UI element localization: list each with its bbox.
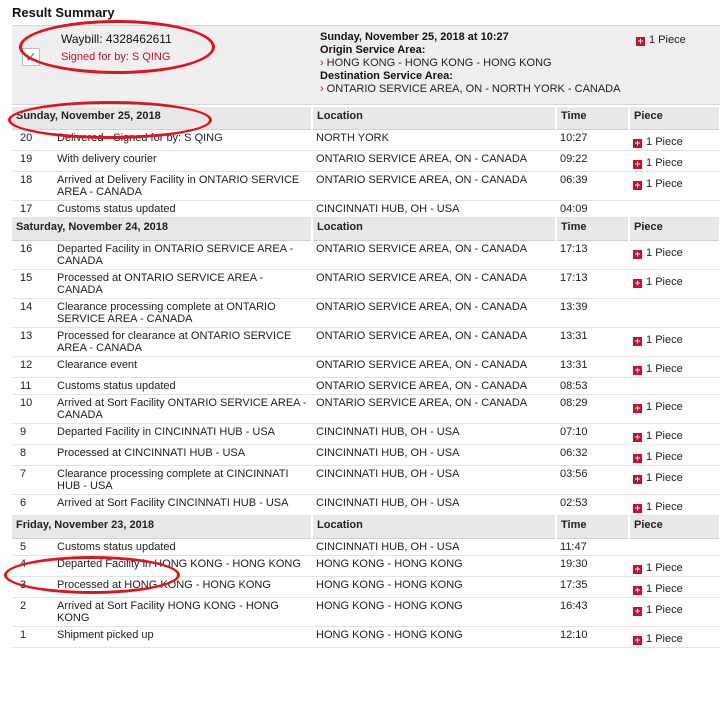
table-row	[12, 627, 720, 648]
event-description: Shipment picked up	[53, 627, 312, 648]
event-description: Clearance processing complete at CINCINNATI HUB - USA	[53, 466, 312, 495]
table-row	[12, 201, 720, 218]
event-time: 13:39	[556, 299, 629, 328]
event-piece	[629, 445, 720, 466]
column-piece: Piece	[629, 218, 720, 241]
shipment-summary	[12, 25, 720, 105]
table-row	[12, 445, 720, 466]
column-piece: Piece	[629, 516, 720, 539]
column-location: Location	[312, 516, 556, 539]
event-location: HONG KONG - HONG KONG	[312, 556, 556, 577]
event-piece	[629, 241, 720, 270]
event-number: 16	[12, 241, 53, 270]
table-row	[12, 130, 720, 151]
day-date: Sunday, November 25, 2018	[12, 107, 312, 130]
day-header-row	[12, 107, 720, 130]
event-piece	[629, 299, 720, 328]
event-location: ONTARIO SERVICE AREA, ON - CANADA	[312, 328, 556, 357]
piece-link[interactable]	[633, 633, 683, 645]
event-description: Arrived at Sort Facility HONG KONG - HONG KONG	[53, 598, 312, 627]
column-location: Location	[312, 107, 556, 130]
piece-label: 1 Piece	[646, 247, 683, 259]
event-number: 5	[12, 539, 53, 556]
event-piece	[629, 201, 720, 218]
event-time: 08:53	[556, 378, 629, 395]
event-number: 3	[12, 577, 53, 598]
piece-link[interactable]	[633, 247, 683, 259]
plus-square-icon: +	[637, 36, 644, 46]
plus-square-icon: +	[634, 336, 641, 346]
event-location: ONTARIO SERVICE AREA, ON - CANADA	[312, 241, 556, 270]
event-location: CINCINNATI HUB, OH - USA	[312, 539, 556, 556]
table-row	[12, 270, 720, 299]
checkbox-icon[interactable]: ✓	[22, 48, 40, 66]
piece-link[interactable]	[633, 334, 683, 346]
tracking-table	[12, 107, 720, 648]
piece-label: 1 Piece	[646, 276, 683, 288]
day-date: Friday, November 23, 2018	[12, 516, 312, 539]
event-piece	[629, 395, 720, 424]
event-number: 2	[12, 598, 53, 627]
table-row	[12, 328, 720, 357]
event-location: HONG KONG - HONG KONG	[312, 627, 556, 648]
summary-piece[interactable]	[636, 34, 686, 46]
event-piece	[629, 556, 720, 577]
event-piece	[629, 466, 720, 495]
day-header-row	[12, 516, 720, 539]
event-time: 11:47	[556, 539, 629, 556]
event-description: Customs status updated	[53, 539, 312, 556]
summary-details	[320, 31, 620, 96]
event-description: Processed for clearance at ONTARIO SERVICE AREA - CANADA	[53, 328, 312, 357]
event-location: ONTARIO SERVICE AREA, ON - CANADA	[312, 357, 556, 378]
plus-square-icon: +	[634, 138, 641, 148]
piece-label: 1 Piece	[646, 451, 683, 463]
event-location: HONG KONG - HONG KONG	[312, 577, 556, 598]
event-number: 7	[12, 466, 53, 495]
event-time: 06:32	[556, 445, 629, 466]
plus-square-icon: +	[634, 585, 641, 595]
table-row	[12, 241, 720, 270]
event-number: 17	[12, 201, 53, 218]
column-time: Time	[556, 516, 629, 539]
table-row	[12, 172, 720, 201]
piece-label: 1 Piece	[646, 633, 683, 645]
event-number: 19	[12, 151, 53, 172]
piece-label: 1 Piece	[646, 178, 683, 190]
event-time: 12:10	[556, 627, 629, 648]
plus-square-icon: +	[634, 635, 641, 645]
event-location: ONTARIO SERVICE AREA, ON - CANADA	[312, 151, 556, 172]
piece-link[interactable]	[633, 363, 683, 375]
destination-text: ONTARIO SERVICE AREA, ON - NORTH YORK - CANADA	[326, 83, 621, 95]
event-time: 17:13	[556, 241, 629, 270]
piece-link[interactable]	[633, 562, 683, 574]
arrow-icon: ›	[320, 57, 324, 69]
event-time: 19:30	[556, 556, 629, 577]
event-number: 20	[12, 130, 53, 151]
column-time: Time	[556, 218, 629, 241]
event-description: With delivery courier	[53, 151, 312, 172]
event-piece	[629, 172, 720, 201]
event-description: Delivered - Signed for by: S QING	[53, 130, 312, 151]
event-time: 17:13	[556, 270, 629, 299]
table-row	[12, 378, 720, 395]
event-description: Arrived at Sort Facility ONTARIO SERVICE AREA - CANADA	[53, 395, 312, 424]
piece-link[interactable]	[633, 430, 683, 442]
origin-value	[320, 57, 620, 70]
day-header-row	[12, 218, 720, 241]
column-time: Time	[556, 107, 629, 130]
delivery-datetime: Sunday, November 25, 2018 at 10:27	[320, 31, 509, 43]
event-number: 4	[12, 556, 53, 577]
plus-square-icon: +	[634, 365, 641, 375]
table-row	[12, 539, 720, 556]
event-piece	[629, 539, 720, 556]
event-location: ONTARIO SERVICE AREA, ON - CANADA	[312, 299, 556, 328]
event-description: Departed Facility in HONG KONG - HONG KONG	[53, 556, 312, 577]
piece-label: 1 Piece	[646, 157, 683, 169]
piece-label: 1 Piece	[646, 430, 683, 442]
event-location: CINCINNATI HUB, OH - USA	[312, 495, 556, 516]
event-description: Customs status updated	[53, 201, 312, 218]
column-piece: Piece	[629, 107, 720, 130]
event-location: HONG KONG - HONG KONG	[312, 598, 556, 627]
event-location: NORTH YORK	[312, 130, 556, 151]
event-description: Departed Facility in ONTARIO SERVICE AREA - CANADA	[53, 241, 312, 270]
event-location: CINCINNATI HUB, OH - USA	[312, 424, 556, 445]
event-location: ONTARIO SERVICE AREA, ON - CANADA	[312, 395, 556, 424]
event-number: 10	[12, 395, 53, 424]
event-number: 14	[12, 299, 53, 328]
plus-square-icon: +	[634, 564, 641, 574]
piece-link[interactable]	[633, 472, 683, 484]
piece-link[interactable]	[633, 276, 683, 288]
table-row	[12, 598, 720, 627]
column-location: Location	[312, 218, 556, 241]
piece-link[interactable]	[633, 583, 683, 595]
piece-link[interactable]	[633, 604, 683, 616]
waybill-number: Waybill: 4328462611	[61, 32, 172, 46]
plus-square-icon: +	[634, 180, 641, 190]
event-piece	[629, 627, 720, 648]
event-piece	[629, 151, 720, 172]
plus-square-icon: +	[634, 403, 641, 413]
event-description: Customs status updated	[53, 378, 312, 395]
event-number: 18	[12, 172, 53, 201]
event-number: 11	[12, 378, 53, 395]
event-location: ONTARIO SERVICE AREA, ON - CANADA	[312, 378, 556, 395]
event-location: CINCINNATI HUB, OH - USA	[312, 201, 556, 218]
event-piece	[629, 598, 720, 627]
piece-link[interactable]	[633, 157, 683, 169]
table-row	[12, 556, 720, 577]
event-time: 04:09	[556, 201, 629, 218]
piece-label: 1 Piece	[646, 501, 683, 513]
event-time: 10:27	[556, 130, 629, 151]
event-piece	[629, 130, 720, 151]
event-number: 13	[12, 328, 53, 357]
event-time: 17:35	[556, 577, 629, 598]
event-description: Arrived at Sort Facility CINCINNATI HUB - USA	[53, 495, 312, 516]
table-row	[12, 424, 720, 445]
table-row	[12, 357, 720, 378]
event-number: 6	[12, 495, 53, 516]
plus-square-icon: +	[634, 453, 641, 463]
event-piece	[629, 495, 720, 516]
event-number: 15	[12, 270, 53, 299]
event-location: ONTARIO SERVICE AREA, ON - CANADA	[312, 172, 556, 201]
piece-link[interactable]	[633, 136, 683, 148]
piece-label: 1 Piece	[646, 604, 683, 616]
event-piece	[629, 357, 720, 378]
piece-link[interactable]	[633, 178, 683, 190]
table-row	[12, 577, 720, 598]
event-description: Processed at ONTARIO SERVICE AREA - CANADA	[53, 270, 312, 299]
event-description: Clearance processing complete at ONTARIO SERVICE AREA - CANADA	[53, 299, 312, 328]
origin-label: Origin Service Area:	[320, 44, 426, 56]
plus-square-icon: +	[634, 474, 641, 484]
table-row	[12, 495, 720, 516]
plus-square-icon: +	[634, 503, 641, 513]
event-description: Processed at HONG KONG - HONG KONG	[53, 577, 312, 598]
piece-link[interactable]	[633, 501, 683, 513]
event-piece	[629, 328, 720, 357]
event-time: 08:29	[556, 395, 629, 424]
table-row	[12, 299, 720, 328]
signed-for: Signed for by: S QING	[61, 51, 171, 63]
event-piece	[629, 270, 720, 299]
plus-square-icon: +	[634, 159, 641, 169]
plus-square-icon: +	[634, 432, 641, 442]
piece-label: 1 Piece	[646, 401, 683, 413]
piece-label: 1 Piece	[649, 34, 686, 46]
piece-label: 1 Piece	[646, 583, 683, 595]
event-time: 03:56	[556, 466, 629, 495]
piece-label: 1 Piece	[646, 363, 683, 375]
event-time: 09:22	[556, 151, 629, 172]
origin-text: HONG KONG - HONG KONG - HONG KONG	[326, 57, 552, 69]
piece-label: 1 Piece	[646, 562, 683, 574]
piece-label: 1 Piece	[646, 136, 683, 148]
piece-link[interactable]	[633, 401, 683, 413]
event-number: 12	[12, 357, 53, 378]
plus-square-icon: +	[634, 606, 641, 616]
event-piece	[629, 577, 720, 598]
event-piece	[629, 424, 720, 445]
table-row	[12, 151, 720, 172]
event-number: 8	[12, 445, 53, 466]
event-number: 9	[12, 424, 53, 445]
day-date: Saturday, November 24, 2018	[12, 218, 312, 241]
event-time: 02:53	[556, 495, 629, 516]
event-number: 1	[12, 627, 53, 648]
piece-label: 1 Piece	[646, 472, 683, 484]
piece-label: 1 Piece	[646, 334, 683, 346]
table-row	[12, 395, 720, 424]
destination-value	[320, 83, 620, 96]
event-time: 07:10	[556, 424, 629, 445]
piece-link[interactable]	[633, 451, 683, 463]
event-time: 13:31	[556, 357, 629, 378]
plus-square-icon: +	[634, 249, 641, 259]
event-time: 16:43	[556, 598, 629, 627]
event-location: CINCINNATI HUB, OH - USA	[312, 445, 556, 466]
event-time: 13:31	[556, 328, 629, 357]
event-location: ONTARIO SERVICE AREA, ON - CANADA	[312, 270, 556, 299]
event-description: Arrived at Delivery Facility in ONTARIO SERVICE AREA - CANADA	[53, 172, 312, 201]
page-title: Result Summary	[12, 5, 115, 20]
event-description: Clearance event	[53, 357, 312, 378]
event-description: Departed Facility in CINCINNATI HUB - USA	[53, 424, 312, 445]
plus-square-icon: +	[634, 278, 641, 288]
event-description: Processed at CINCINNATI HUB - USA	[53, 445, 312, 466]
event-time: 06:39	[556, 172, 629, 201]
table-row	[12, 466, 720, 495]
destination-label: Destination Service Area:	[320, 70, 453, 82]
arrow-icon: ›	[320, 83, 324, 95]
event-location: CINCINNATI HUB, OH - USA	[312, 466, 556, 495]
event-piece	[629, 378, 720, 395]
